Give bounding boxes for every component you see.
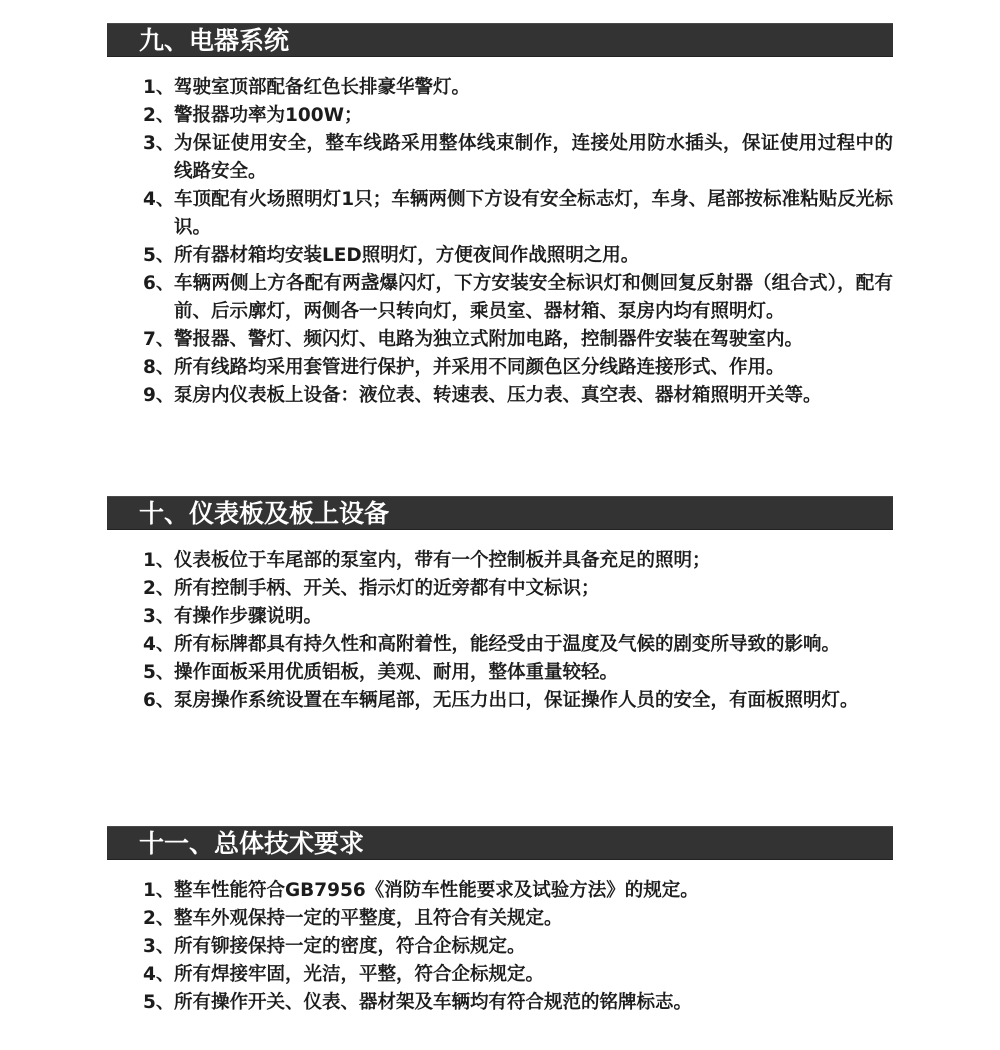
- section-title: 九、电器系统: [107, 23, 893, 57]
- section-general-technical-requirements: [107, 826, 893, 1017]
- item-number: 3、: [143, 133, 175, 154]
- item-list: [107, 877, 893, 1017]
- section-title: 十、仪表板及板上设备: [107, 496, 893, 530]
- item-text: 所有操作开关、仪表、器材架及车辆均有符合规范的铭牌标志。: [174, 992, 693, 1013]
- item-text: 所有铆接保持一定的密度，符合企标规定。: [174, 936, 526, 957]
- item-number: 1、: [143, 880, 175, 901]
- list-item: [107, 186, 893, 242]
- list-item: [107, 326, 893, 354]
- item-text: 仪表板位于车尾部的泵室内，带有一个控制板并具备充足的照明；: [174, 550, 711, 571]
- list-item: [107, 547, 893, 575]
- item-number: 5、: [143, 992, 175, 1013]
- item-text: 操作面板采用优质铝板，美观、耐用，整体重量较轻。: [174, 662, 619, 683]
- list-item: [107, 382, 893, 410]
- item-number: 6、: [143, 273, 175, 294]
- list-item: [107, 603, 893, 631]
- list-item: [107, 905, 893, 933]
- list-item: [107, 659, 893, 687]
- list-item: [107, 933, 893, 961]
- item-number: 1、: [143, 77, 175, 98]
- list-item: [107, 102, 893, 130]
- list-item: [107, 989, 893, 1017]
- item-number: 4、: [143, 964, 175, 985]
- item-list: [107, 74, 893, 410]
- item-number: 2、: [143, 908, 175, 929]
- item-number: 6、: [143, 690, 175, 711]
- item-text: 驾驶室顶部配备红色长排豪华警灯。: [174, 77, 471, 98]
- item-number: 2、: [143, 105, 175, 126]
- item-number: 1、: [143, 550, 175, 571]
- item-text: 所有线路均采用套管进行保护，并采用不同颜色区分线路连接形式、作用。: [174, 357, 785, 378]
- list-item: [107, 575, 893, 603]
- item-number: 3、: [143, 606, 175, 627]
- section-electrical-system: [107, 23, 893, 410]
- section-title: 十一、总体技术要求: [107, 826, 893, 860]
- list-item: [107, 270, 893, 326]
- section-instrument-panel: [107, 496, 893, 715]
- list-item: [107, 130, 893, 186]
- item-list: [107, 547, 893, 715]
- item-number: 3、: [143, 936, 175, 957]
- item-text: 所有器材箱均安装LED照明灯，方便夜间作战照明之用。: [174, 245, 640, 266]
- list-item: [107, 74, 893, 102]
- list-item: [107, 687, 893, 715]
- list-item: [107, 961, 893, 989]
- list-item: [107, 631, 893, 659]
- list-item: [107, 877, 893, 905]
- item-text: 警报器功率为100W；: [174, 105, 363, 126]
- item-text: 车顶配有火场照明灯1只；车辆两侧下方设有安全标志灯，车身、尾部按标准粘贴反光标识。: [174, 189, 893, 238]
- item-text: 为保证使用安全，整车线路采用整体线束制作，连接处用防水插头，保证使用过程中的线路安全。: [174, 133, 893, 182]
- item-text: 所有焊接牢固，光洁，平整，符合企标规定。: [174, 964, 545, 985]
- item-text: 泵房内仪表板上设备：液位表、转速表、压力表、真空表、器材箱照明开关等。: [174, 385, 822, 406]
- item-text: 泵房操作系统设置在车辆尾部，无压力出口，保证操作人员的安全，有面板照明灯。: [174, 690, 859, 711]
- item-number: 9、: [143, 385, 175, 406]
- item-text: 车辆两侧上方各配有两盏爆闪灯，下方安装安全标识灯和侧回复反射器（组合式），配有前、后示廓灯，两侧各一只转向灯，乘员室、器材箱、泵房内均有照明灯。: [174, 273, 893, 322]
- item-text: 整车外观保持一定的平整度，且符合有关规定。: [174, 908, 563, 929]
- item-number: 4、: [143, 634, 175, 655]
- item-number: 7、: [143, 329, 175, 350]
- item-number: 5、: [143, 245, 175, 266]
- item-text: 所有标牌都具有持久性和高附着性，能经受由于温度及气候的剧变所导致的影响。: [174, 634, 841, 655]
- item-number: 4、: [143, 189, 175, 210]
- list-item: [107, 354, 893, 382]
- item-text: 警报器、警灯、频闪灯、电路为独立式附加电路，控制器件安装在驾驶室内。: [174, 329, 804, 350]
- item-text: 有操作步骤说明。: [174, 606, 323, 627]
- item-number: 2、: [143, 578, 175, 599]
- item-number: 8、: [143, 357, 175, 378]
- list-item: [107, 242, 893, 270]
- item-text: 所有控制手柄、开关、指示灯的近旁都有中文标识；: [174, 578, 600, 599]
- item-text: 整车性能符合GB7956《消防车性能要求及试验方法》的规定。: [174, 880, 699, 901]
- item-number: 5、: [143, 662, 175, 683]
